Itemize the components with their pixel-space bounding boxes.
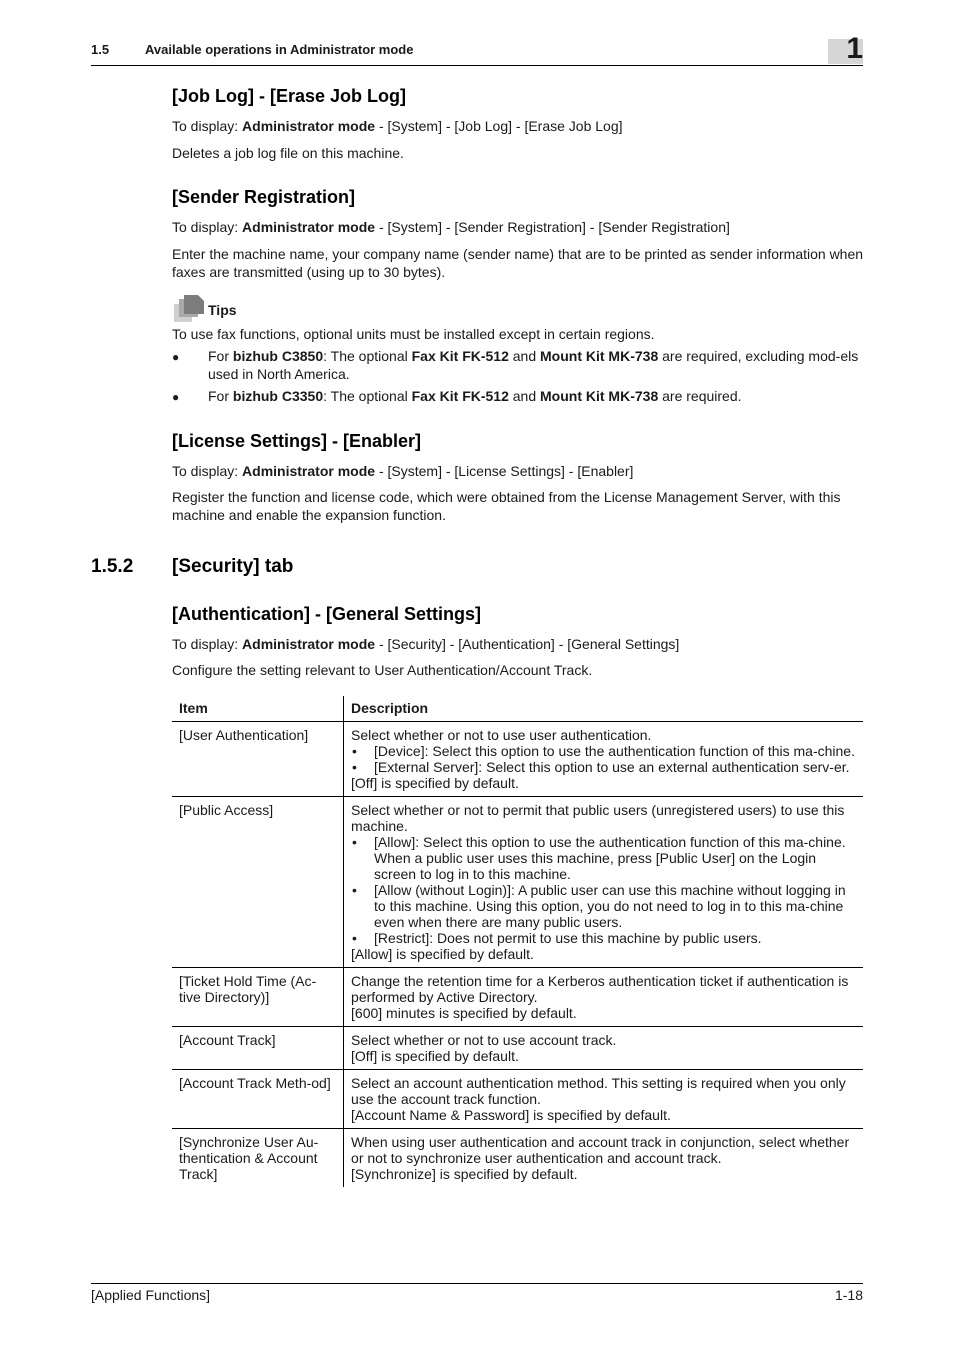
- option-list: [351, 743, 856, 775]
- column-header-item: Item: [172, 696, 344, 722]
- description-intro: Select whether or not to permit that public users (unregistered users) to use this machine.: [351, 802, 845, 834]
- footer-manual-title: [Applied Functions]: [91, 1287, 211, 1303]
- default-note: [Account Name & Password] is specified by default.: [351, 1107, 671, 1123]
- page-number: 1-18: [834, 1287, 863, 1303]
- table-cell-item: [Synchronize User Au-thentication & Account Track]: [172, 1129, 344, 1188]
- table-cell-description: [344, 1129, 863, 1188]
- option-item: • [Restrict]: Does not permit to use this machine by public users.: [351, 930, 856, 946]
- settings-table: [172, 696, 863, 1187]
- default-note: [600] minutes is specified by default.: [351, 1005, 577, 1021]
- description-intro: Change the retention time for a Kerberos authentication ticket if authentication is performed by Active Directory.: [351, 973, 849, 1005]
- tip-text-2: For bizhub C3350: The optional Fax Kit FK-512 and Mount Kit MK-738 are required.: [208, 388, 742, 404]
- default-note: [Allow] is specified by default.: [351, 946, 534, 962]
- table-cell-description: [344, 1070, 863, 1129]
- option-item: • [Device]: Select this option to use the authentication function of this ma-chine.: [351, 743, 856, 759]
- header-rule: [91, 65, 863, 66]
- table-cell-description: [344, 968, 863, 1027]
- security-tab-number: 1.5.2: [91, 556, 134, 577]
- default-note: [Off] is specified by default.: [351, 775, 519, 791]
- table-cell-description: [344, 797, 863, 968]
- table-cell-item: [Account Track]: [172, 1027, 344, 1070]
- description-intro: Select whether or not to use account track.: [351, 1032, 617, 1048]
- option-item: • [Allow (without Login)]: A public user can use this machine without logging in to this machine. Using this option, you do not need to log in to this ma-chine even when there are many public users.: [351, 882, 856, 930]
- tip-bullet-2: ●: [172, 390, 180, 404]
- table-row: [172, 797, 863, 968]
- description-intro: Select an account authentication method. This setting is required when you only use the account track function.: [351, 1075, 846, 1107]
- sender-registration-description: Enter the machine name, your company name (sender name) that are to be printed as sender information when faxes are transmitted (using up to 30 bytes).: [172, 246, 864, 280]
- default-note: [Off] is specified by default.: [351, 1048, 519, 1064]
- tip-text-1: For bizhub C3850: The optional Fax Kit FK-512 and Mount Kit MK-738 are required, excluding mod-els used in North America.: [208, 348, 859, 382]
- table-cell-item: [Ticket Hold Time (Ac-tive Directory)]: [172, 968, 344, 1027]
- table-cell-item: [Account Track Meth-od]: [172, 1070, 344, 1129]
- table-header-row: [172, 696, 863, 722]
- license-settings-display-path: To display: Administrator mode - [System] - [License Settings] - [Enabler]: [172, 463, 634, 479]
- chapter-number: 1: [846, 32, 863, 65]
- table-row: [172, 722, 863, 797]
- authentication-description: Configure the setting relevant to User Authentication/Account Track.: [172, 662, 593, 678]
- footer-rule: [91, 1283, 863, 1284]
- table-row: [172, 1129, 863, 1188]
- tips-intro: To use fax functions, optional units must be installed except in certain regions.: [172, 326, 655, 342]
- column-header-description: Description: [344, 696, 863, 722]
- security-tab-title: [Security] tab: [172, 556, 294, 577]
- job-log-description: Deletes a job log file on this machine.: [172, 145, 404, 161]
- default-note: [Synchronize] is specified by default.: [351, 1166, 578, 1182]
- table-row: [172, 1070, 863, 1129]
- header-section-number: 1.5: [91, 42, 110, 57]
- job-log-display-path: To display: Administrator mode - [System] - [Job Log] - [Erase Job Log]: [172, 118, 623, 134]
- license-settings-description: Register the function and license code, which were obtained from the License Management Server, with this machine and enable the expansion function.: [172, 489, 841, 523]
- job-log-heading: [Job Log] - [Erase Job Log]: [172, 86, 406, 106]
- table-cell-item: [User Authentication]: [172, 722, 344, 797]
- table-cell-item: [Public Access]: [172, 797, 344, 968]
- license-settings-heading: [License Settings] - [Enabler]: [172, 431, 422, 451]
- authentication-display-path: To display: Administrator mode - [Security] - [Authentication] - [General Settings]: [172, 636, 680, 652]
- table-cell-description: [344, 722, 863, 797]
- tips-icon: [172, 294, 206, 324]
- description-intro: When using user authentication and account track in conjunction, select whether or not to synchronize user authentication and account track.: [351, 1134, 850, 1166]
- sender-registration-display-path: To display: Administrator mode - [System] - [Sender Registration] - [Sender Registration]: [172, 219, 730, 235]
- table-cell-description: [344, 1027, 863, 1070]
- description-intro: Select whether or not to use user authentication.: [351, 727, 652, 743]
- table-row: [172, 968, 863, 1027]
- option-item: • [External Server]: Select this option to use an external authentication serv-er.: [351, 759, 856, 775]
- header-section-title: Available operations in Administrator mode: [145, 42, 414, 57]
- table-row: [172, 1027, 863, 1070]
- option-list: [351, 834, 856, 946]
- sender-registration-heading: [Sender Registration]: [172, 187, 356, 207]
- tip-bullet-1: ●: [172, 350, 180, 364]
- tips-label: Tips: [208, 302, 237, 318]
- option-item: • [Allow]: Select this option to use the authentication function of this ma-chine. When a public user uses this machine, press [Public User] on the Login screen to log in to this machine.: [351, 834, 856, 882]
- authentication-heading: [Authentication] - [General Settings]: [172, 604, 482, 624]
